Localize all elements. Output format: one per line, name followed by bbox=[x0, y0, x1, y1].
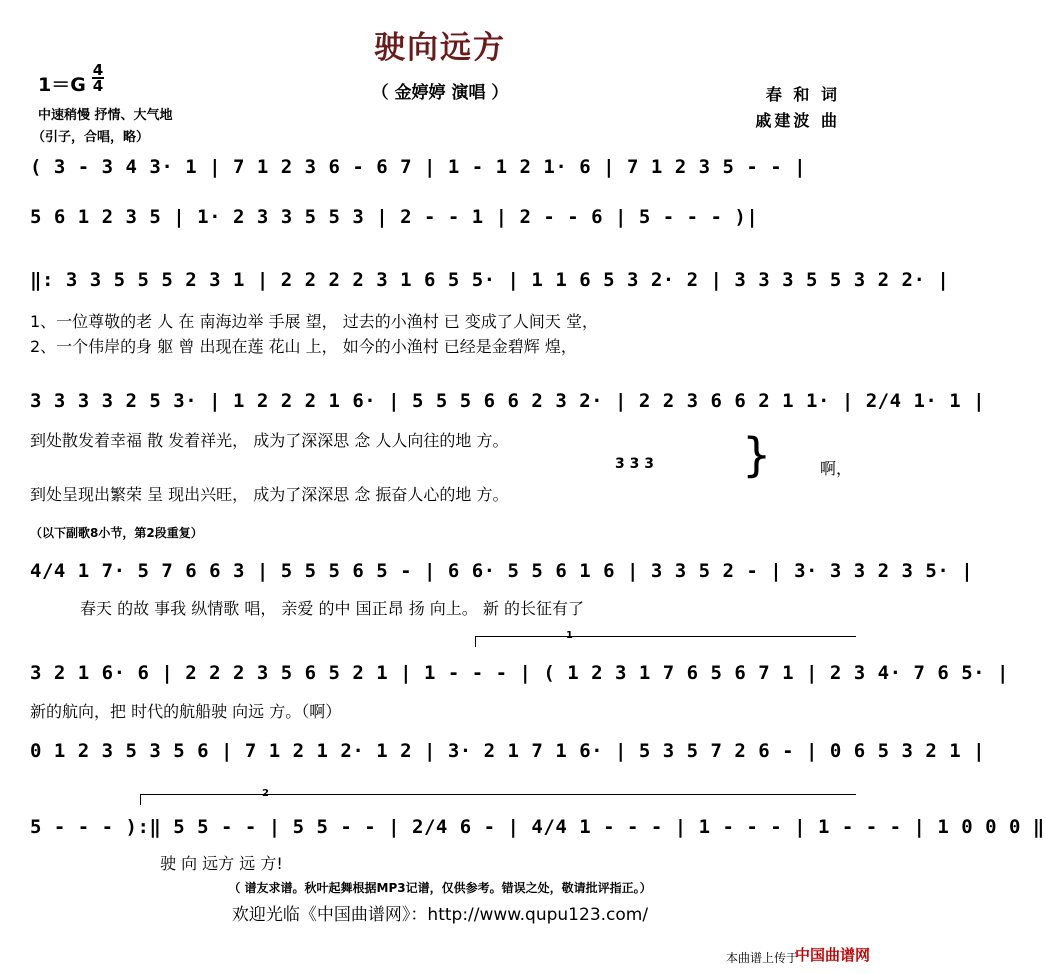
volta-bracket-1 bbox=[475, 636, 856, 647]
lyrics-row-4-verse-2: 到处呈现出繁荣 呈 现出兴旺， 成为了深深思 念 振奋人心的地 方。 bbox=[30, 485, 509, 504]
lyrics-row-6: 新的航向，把 时代的航船驶 向远 方。（啊） bbox=[30, 702, 342, 721]
tempo-marking: 中速稍慢 抒情、大气地 bbox=[38, 108, 173, 123]
upload-label: 本曲谱上传于 bbox=[725, 951, 798, 965]
chorus-note: （以下副歌8小节，第2段重复） bbox=[30, 526, 203, 540]
volta-number-2: 2 bbox=[262, 788, 269, 799]
score-row-3: ‖: 3 3 5 5 5 2 3 1 | 2 2 2 2 3 1 6 5 5· | 1 1 6 5 3 2· 2 | 3 3 3 5 5 3 2 2· | bbox=[30, 269, 950, 291]
time-top: 4 bbox=[92, 61, 104, 79]
lyrics-row-3-verse-1: 1、一位尊敬的老 人 在 南海边举 手展 望， 过去的小渔村 已 变成了人间天 堂， bbox=[30, 312, 598, 331]
lyrics-row-5: 春天 的故 事我 纵情歌 唱， 亲爱 的中 国正昂 扬 向上。 新 的长征有了 bbox=[80, 599, 584, 618]
lyrics-row-3-verse-2: 2、一个伟岸的身 躯 曾 出现在莲 花山 上， 如今的小渔村 已经是金碧辉 煌， bbox=[30, 337, 577, 356]
score-row-1: ( 3 - 3 4 3· 1 | 7 1 2 3 6 - 6 7 | 1 - 1 2 1· 6 | 7 1 2 3 5 - - | bbox=[30, 156, 807, 178]
singer-credit: （ 金婷婷 演唱 ） bbox=[371, 83, 509, 103]
song-title: 驶向远方 bbox=[374, 30, 506, 66]
footer-note: （ 谱友求谱。秋叶起舞根据MP3记谱，仅供参考。错误之处，敬请批评指正。） bbox=[228, 881, 652, 895]
key-signature: 1＝G bbox=[38, 74, 86, 96]
footer-site: 欢迎光临《中国曲谱网》：http://www.qupu123.com/ bbox=[231, 905, 649, 925]
volta-bracket-2 bbox=[140, 794, 856, 805]
score-row-2: 5 6 1 2 3 5 | 1· 2 3 3 5 5 3 | 2 - - 1 | 2 - - 6 | 5 - - - )| bbox=[30, 206, 759, 228]
volta-number-1: 1 bbox=[566, 630, 573, 641]
lyricist-credit: 春 和 词 bbox=[765, 85, 840, 104]
intro-note: （引子，合唱，略） bbox=[32, 130, 150, 145]
site-logo: 中国曲谱网 bbox=[794, 946, 870, 964]
lyrics-row-8: 驶 向 远方 远 方! bbox=[160, 854, 283, 873]
composer-credit: 戚建波 曲 bbox=[755, 111, 840, 130]
alt-notes: 3 3 3 bbox=[615, 456, 654, 472]
score-row-6: 3 2 1 6· 6 | 2 2 2 3 5 6 5 2 1 | 1 - - - | ( 1 2 3 1 7 6 5 6 7 1 | 2 3 4· 7 6 5· | bbox=[30, 662, 1009, 684]
score-row-8: 5 - - - ):‖ 5 5 - - | 5 5 - - | 2/4 6 - | 4/4 1 - - - | 1 - - - | 1 - - - | 1 0 0 0 ‖ bbox=[30, 816, 1045, 838]
score-row-5: 4/4 1 7· 5 7 6 6 3 | 5 5 5 6 5 - | 6 6· 5 5 6 1 6 | 3 3 5 2 - | 3· 3 3 2 3 5· | bbox=[30, 560, 974, 582]
score-row-4: 3 3 3 3 2 5 3· | 1 2 2 2 1 6· | 5 5 5 6 6 2 3 2· | 2 2 3 6 6 2 1 1· | 2/4 1· 1 | bbox=[30, 390, 986, 412]
time-bottom: 4 bbox=[92, 77, 104, 95]
score-row-7: 0 1 2 3 5 3 5 6 | 7 1 2 1 2· 1 2 | 3· 2 1 7 1 6· | 5 3 5 7 2 6 - | 0 6 5 3 2 1 | bbox=[30, 740, 986, 762]
lyrics-interjection: 啊， bbox=[820, 459, 853, 478]
lyrics-row-4-verse-1: 到处散发着幸福 散 发着祥光， 成为了深深思 念 人人向往的地 方。 bbox=[30, 431, 509, 450]
brace-symbol: } bbox=[742, 428, 772, 482]
time-signature bbox=[92, 63, 104, 93]
